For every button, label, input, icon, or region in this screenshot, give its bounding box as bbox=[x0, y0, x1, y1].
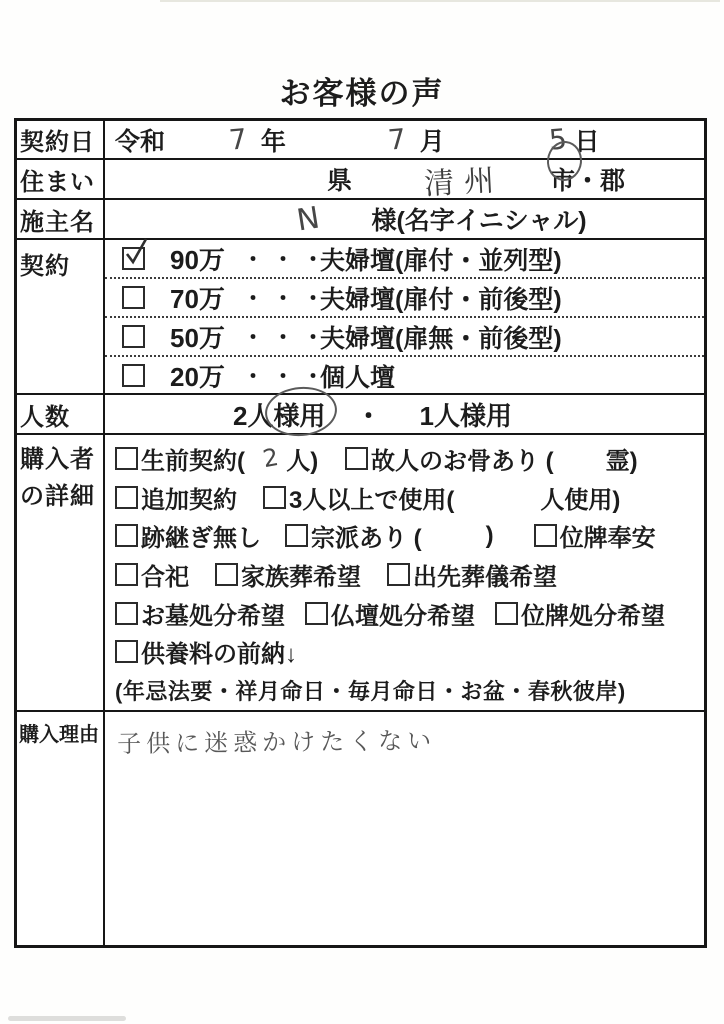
detail-label: 霊) bbox=[605, 447, 638, 475]
day-handwritten-value: 5 bbox=[547, 122, 568, 157]
residence-row bbox=[105, 158, 704, 203]
contract-option-price: 20万 bbox=[170, 362, 225, 392]
detail-line bbox=[115, 594, 704, 633]
detail-label: 仏壇処分希望 bbox=[331, 602, 475, 630]
residence-label: 住まい bbox=[17, 158, 105, 198]
contract-date-row bbox=[105, 121, 704, 158]
contract-option-desc: 夫婦壇(扉付・前後型) bbox=[320, 285, 562, 314]
contract-option-checkbox bbox=[122, 364, 145, 387]
detail-label: 故人のお骨あり ( bbox=[370, 447, 554, 475]
page-title: お客様の声 bbox=[279, 76, 445, 111]
detail-label: 家族葬希望 bbox=[241, 564, 361, 592]
contract-options bbox=[105, 238, 704, 393]
contract-option-desc: 個人壇 bbox=[320, 363, 396, 392]
month-handwritten-value: 7 bbox=[386, 122, 408, 157]
purchase-reason-handwritten-value: 子供に迷惑かけたくない bbox=[117, 726, 437, 758]
contract-option-checkbox bbox=[122, 247, 145, 270]
people-two-suffix-wrap bbox=[273, 396, 325, 433]
people-two-suffix: 様用 bbox=[273, 400, 326, 431]
detail-label: 人) bbox=[286, 447, 325, 475]
contract-date-label: 契約日 bbox=[17, 121, 105, 158]
detail-label: 宗派あり ( bbox=[311, 525, 422, 553]
detail-checkbox bbox=[115, 563, 138, 586]
people-count-label: 人数 bbox=[17, 393, 105, 433]
detail-checkbox bbox=[263, 486, 286, 509]
detail-label: 3人以上で使用( bbox=[289, 486, 455, 514]
detail-label: お墓処分希望 bbox=[141, 602, 285, 630]
contract-option-row bbox=[105, 277, 704, 316]
purchase-reason-label: 購入理由 bbox=[17, 710, 105, 945]
client-name-label: 施主名 bbox=[17, 198, 105, 238]
detail-checkbox bbox=[115, 524, 138, 547]
detail-line bbox=[115, 555, 704, 594]
detail-checkbox bbox=[115, 486, 138, 509]
contract-option-price: 90万 bbox=[170, 245, 225, 275]
detail-handwritten-count: 2 bbox=[260, 443, 281, 474]
contract-option-dots: ・・・ bbox=[242, 286, 333, 311]
contract-option-checkbox bbox=[122, 325, 145, 348]
detail-label: 生前契約( bbox=[141, 447, 245, 475]
people-two-prefix: 2人 bbox=[233, 400, 274, 431]
purchaser-details-label bbox=[17, 433, 105, 710]
year-handwritten-value: 7 bbox=[227, 122, 249, 157]
detail-label: 位牌奉安 bbox=[559, 525, 656, 553]
detail-checkbox bbox=[495, 602, 518, 625]
day-unit-label: 日 bbox=[574, 127, 600, 156]
detail-note-line: (年忌法要・祥月命日・毎月命日・お盆・春秋彼岸) bbox=[115, 679, 626, 705]
honorific-label: 様(名字イニシャル) bbox=[371, 207, 587, 235]
detail-label: 人使用) bbox=[540, 486, 621, 514]
purchaser-details-rows bbox=[105, 433, 704, 710]
detail-checkbox bbox=[115, 640, 138, 663]
contract-option-price: 50万 bbox=[170, 323, 225, 353]
purchaser-details-label-line2: の詳細 bbox=[20, 483, 95, 511]
detail-line bbox=[115, 478, 704, 517]
detail-checkbox bbox=[345, 447, 368, 470]
detail-checkbox bbox=[215, 563, 238, 586]
detail-line bbox=[115, 439, 704, 478]
contract-option-price: 70万 bbox=[170, 284, 225, 314]
detail-line bbox=[115, 633, 704, 672]
detail-checkbox bbox=[305, 602, 328, 625]
people-separator: ・ bbox=[355, 400, 382, 431]
detail-label: 供養料の前納↓ bbox=[141, 641, 297, 669]
contract-option-desc: 夫婦壇(扉付・並列型) bbox=[320, 246, 562, 275]
detail-checkbox bbox=[285, 524, 308, 547]
contract-option-dots: ・・・ bbox=[242, 247, 333, 272]
contract-option-row bbox=[105, 316, 704, 355]
purchase-reason-row bbox=[105, 710, 704, 945]
prefecture-unit-label: 県 bbox=[327, 167, 353, 195]
detail-checkbox bbox=[115, 602, 138, 625]
customer-voice-form-table bbox=[14, 118, 707, 948]
purchaser-details-label-line1: 購入者 bbox=[20, 446, 95, 473]
detail-label: 出先葬儀希望 bbox=[413, 564, 557, 592]
client-name-row bbox=[105, 198, 704, 238]
people-count-row bbox=[105, 393, 704, 433]
city-unit-wrap bbox=[550, 161, 575, 197]
contract-option-row bbox=[105, 240, 704, 277]
detail-line bbox=[115, 516, 704, 555]
contract-label: 契約 bbox=[17, 238, 105, 393]
contract-option-row bbox=[105, 355, 704, 394]
city-county-separator: ・ bbox=[575, 167, 601, 195]
detail-checkbox bbox=[115, 447, 138, 470]
detail-label: 位牌処分希望 bbox=[521, 602, 665, 630]
county-unit-label: 郡 bbox=[600, 167, 626, 195]
prefecture-handwritten-value: 清州 bbox=[423, 162, 506, 203]
client-initial-handwritten-value: N bbox=[294, 199, 323, 239]
people-one-option: 1人様用 bbox=[419, 400, 512, 431]
contract-option-checkbox bbox=[122, 286, 145, 309]
detail-checkbox bbox=[387, 563, 410, 586]
month-unit-label: 月 bbox=[419, 127, 445, 156]
contract-option-desc: 夫婦壇(扉無・前後型) bbox=[320, 324, 562, 353]
detail-label: ) bbox=[485, 521, 494, 549]
contract-option-dots: ・・・ bbox=[242, 364, 333, 389]
contract-option-dots: ・・・ bbox=[242, 325, 333, 350]
detail-label: 跡継ぎ無し bbox=[141, 525, 261, 553]
city-unit-label: 市 bbox=[550, 167, 576, 195]
checkmark-icon bbox=[123, 237, 149, 268]
era-label: 令和 bbox=[115, 127, 166, 156]
year-unit-label: 年 bbox=[260, 127, 286, 156]
detail-label: 追加契約 bbox=[141, 486, 237, 514]
scan-artifact-top bbox=[160, 0, 720, 2]
detail-label: 合祀 bbox=[141, 564, 189, 592]
detail-checkbox bbox=[534, 524, 557, 547]
scan-artifact-bottom bbox=[8, 1016, 126, 1021]
